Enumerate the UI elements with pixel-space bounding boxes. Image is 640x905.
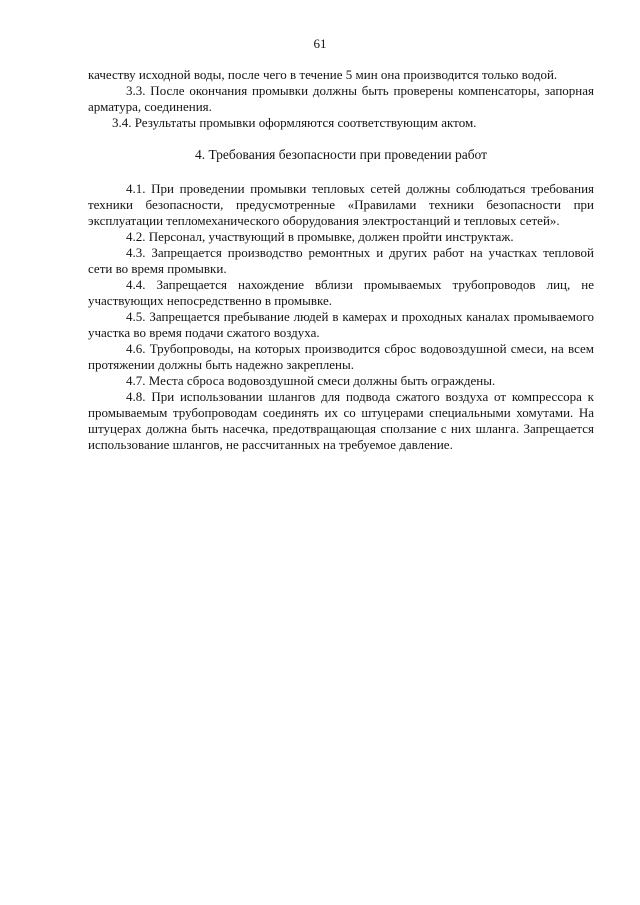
paragraph-3-2-tail: качеству исходной воды, после чего в течение 5 мин она производится только водой.	[88, 67, 558, 82]
paragraph-4-4: 4.4. Запрещается нахождение вблизи промываемых трубопроводов лиц, не участвующих непосредственно в промывке.	[88, 277, 594, 308]
page-number: 61	[313, 36, 327, 51]
paragraph-4-2: 4.2. Персонал, участвующий в промывке, должен пройти инструктаж.	[126, 229, 514, 244]
paragraph-4-3: 4.3. Запрещается производство ремонтных и других работ на участках тепловой сети во время промывки.	[88, 245, 594, 276]
paragraph-3-3: 3.3. После окончания промывки должны быть проверены компенсаторы, запорная арматура, соединения.	[88, 83, 594, 114]
paragraph-4-5: 4.5. Запрещается пребывание людей в камерах и проходных каналах промываемого участка во время подачи сжатого воздуха.	[88, 309, 594, 340]
paragraph-4-8: 4.8. При использовании шлангов для подвода сжатого воздуха от компрессора к промываемым трубопроводам соединять их со штуцерами специальными хомутами. На штуцерах должна быть насечка, предотвращающая сползание с них шланга. Запрещается использование шлангов, не рассчитанных на требуемое давление.	[88, 389, 594, 452]
paragraph-4-6: 4.6. Трубопроводы, на которых производится сброс водовоздушной смеси, на всем протяжении должны быть надежно закреплены.	[88, 341, 594, 372]
paragraph-4-7: 4.7. Места сброса водовоздушной смеси должны быть ограждены.	[126, 373, 496, 388]
paragraph-4-1: 4.1. При проведении промывки тепловых сетей должны соблюдаться требования техники безопасности, предусмотренные «Правилами техники безопасности при эксплуатации тепломеханического оборудования электростанций и тепловых сетей».	[88, 181, 594, 228]
section-4-heading: 4. Требования безопасности при проведении работ	[194, 147, 488, 162]
document-body	[88, 67, 594, 453]
paragraph-3-4: 3.4. Результаты промывки оформляются соответствующим актом.	[112, 115, 477, 130]
